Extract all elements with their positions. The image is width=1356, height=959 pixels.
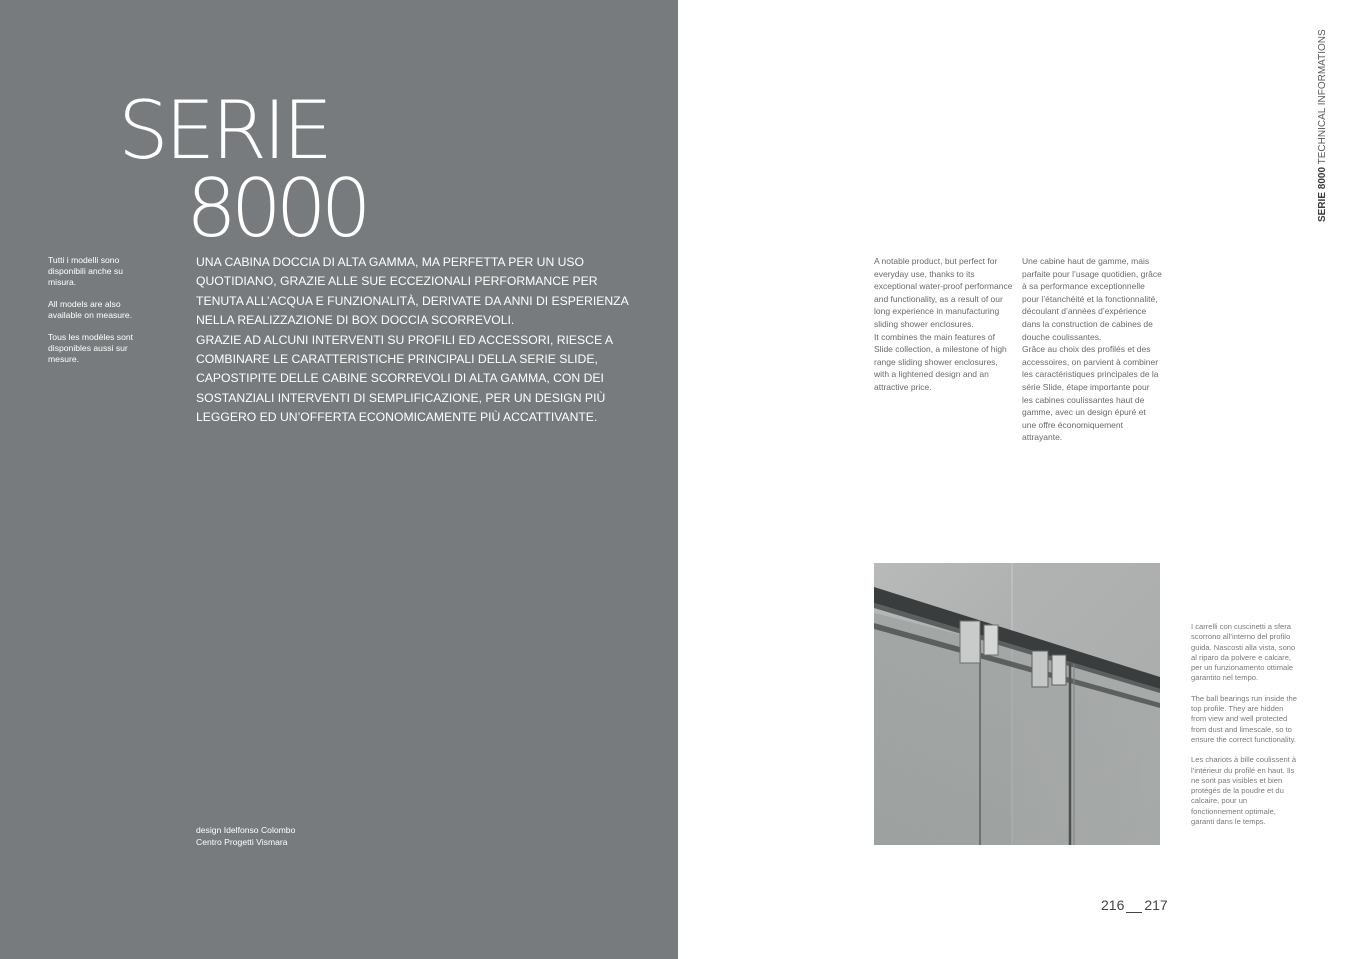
series-title-line1: SERIE [118, 84, 330, 177]
measure-notes [48, 255, 138, 376]
design-credits [196, 824, 396, 848]
sliding-rail-illustration [874, 563, 1160, 845]
designer-name: design Idelfonso Colombo [196, 825, 296, 835]
running-header-series: SERIE 8000 [1317, 166, 1328, 222]
caption-french: Les chariots à bille coulissent à l’intérieur du profilé en haut. Ils ne sont pas visibles et bien protégés de la poudre et du calcaire, pour un fonctionnement optimale, garanti dans le temps. [1191, 755, 1297, 827]
english-paragraph-1: A notable product, but perfect for everyday use, thanks to its exceptional water-proof performance and functionality, as a result of our long experience in manufacturing sliding shower enclosures. [874, 256, 1013, 329]
design-studio: Centro Progetti Vismara [196, 837, 288, 847]
page-numbers [1101, 896, 1168, 914]
intro-paragraph-1: UNA CABINA DOCCIA DI ALTA GAMMA, MA PERFETTA PER UN USO QUOTIDIANO, GRAZIE ALLE SUE ECCEZIONALI PERFORMANCE PER TENUTA ALL’ACQUA E FUNZIONALITÀ, DERIVATE DA ANNI DI ESPERIENZA NELLA REALIZZAZIONE DI BOX DOCCIA SCORREVOLI. [196, 255, 629, 328]
english-paragraph-2: It combines the main features of Slide collection, a milestone of high range sliding shower enclosures, with a lightened design and an attractive price. [874, 331, 1007, 392]
page-number-right: 217 [1144, 897, 1168, 913]
page-number-left: 216 [1101, 897, 1125, 913]
product-detail-photo [874, 563, 1160, 845]
series-title-line2: 8000 [186, 162, 366, 255]
measure-note-french: Tous les modèles sont disponibles aussi sur mesure. [48, 332, 134, 364]
french-description [1022, 255, 1162, 444]
running-header-section: TECHNICAL INFORMATIONS [1317, 29, 1328, 167]
french-paragraph-2: Grâce au choix des profilés et des accessoires, on parvient à combiner les caractéristiques principales de la série Slide, étape importante pour les cabines coulissantes haut de gamme, avec un design épuré et une offre économiquement attrayante. [1022, 344, 1159, 443]
intro-paragraph-2: GRAZIE AD ALCUNI INTERVENTI SU PROFILI ED ACCESSORI, RIESCE A COMBINARE LE CARATTERISTICHE PRINCIPALI DELLA SERIE SLIDE, CAPOSTIPITE DELLE CABINE SCORREVOLI DI ALTA GAMMA, CON DEI SOSTANZIALI INTERVENTI DI SEMPLIFICAZIONE, PER UN DESIGN PIÙ LEGGERO ED UN’OFFERTA ECONOMICAMENTE PIÙ ACCATTIVANTE. [196, 332, 613, 425]
intro-text-italian [196, 253, 636, 428]
running-header [1316, 29, 1330, 222]
english-description [874, 255, 1014, 394]
measure-note-english: All models are also available on measure. [48, 299, 133, 320]
caption-italian: I carrelli con cuscinetti a sfera scorrono all’interno del profilo guida. Nascosti alla vista, sono al riparo da polvere e calcare, per un funzionamento ottimale garantito nel tempo. [1191, 622, 1296, 683]
caption-english: The ball bearings run inside the top profile. They are hidden from view and well protected from dust and limescale, so to ensure the correct functionality. [1191, 693, 1297, 744]
french-paragraph-1: Une cabine haut de gamme, mais parfaite pour l’usage quotidien, grâce à sa performance exceptionnelle pour l’étanchéité et la fonctionnalité, découlant d’années d’expérience dans la construction de cabines de douche coulissantes. [1022, 256, 1162, 342]
measure-note-italian: Tutti i modelli sono disponibili anche su misura. [48, 255, 124, 287]
page-number-separator [1126, 912, 1142, 913]
photo-captions [1191, 622, 1299, 837]
